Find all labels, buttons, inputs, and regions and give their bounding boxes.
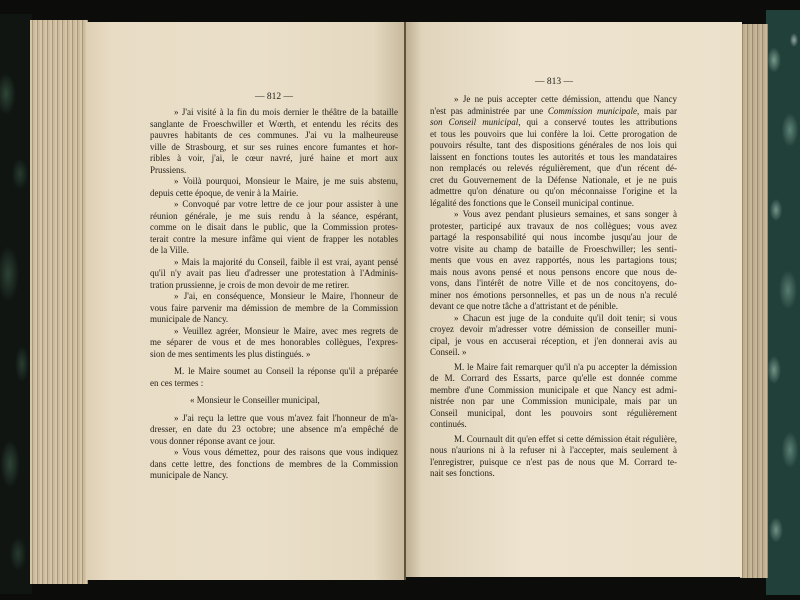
text-line: » J'ai reçu la lettre que vous m'avez fait l'honneur de m'a- — [174, 412, 398, 423]
text-line: municipale de Nancy. — [150, 470, 229, 480]
text-line: partagé la responsabilité qui nous incombe jusqu'au jour de — [430, 232, 677, 242]
paragraph — [150, 366, 398, 389]
text-line: ments que vous en avez rapportés, nous les partagions tous; — [430, 255, 677, 265]
text-line: terait contre la mesure infâme qui vient de frapper les notables — [150, 233, 398, 244]
text-line: dans cette lettre, des fonctions de membres de la Commission — [150, 458, 398, 469]
text-line: en ces termes : — [150, 377, 204, 388]
text-run: , mais par — [636, 105, 677, 116]
paragraph — [430, 362, 677, 431]
text-line: » J'ai, en conséquence, Monsieur le Maire, l'honneur de — [174, 291, 398, 301]
text-line: réunion générale, je me suis rendu à la séance, espérant, — [150, 210, 398, 221]
text-line: vous donner réponse avant ce jour. — [150, 435, 275, 446]
text-line: comme on le disait dans le public, que la Commission protes- — [150, 222, 398, 232]
text-line: croyez devoir m'adresser votre démission de conseiller muni- — [430, 324, 677, 334]
paragraph — [150, 326, 398, 361]
left-marbled-cover-edge — [0, 14, 32, 594]
text-line — [430, 106, 677, 118]
left-page-text — [150, 107, 398, 482]
text-line: pouvoirs résulte, tant des dispositions générales de nos lois qui — [430, 140, 677, 150]
text-line: l'enregistrer, puisque ce n'est pas de nous que M. Corrard te- — [430, 456, 677, 467]
text-line: devant ce que notre tâche a d'attristant et de pénible. — [430, 301, 619, 311]
text-run: n'est pas administrée par une — [430, 105, 548, 116]
text-line: qu'il n'y avait pas lieu d'adresser une protestation à l'Adminis- — [150, 268, 398, 278]
text-line: pauvres habitants de ces communes. J'ai vu la malheureuse — [150, 130, 398, 140]
page-number: — 813 — — [535, 77, 573, 87]
text-line: membre d'une Commission municipale et que Nancy est admi- — [430, 384, 677, 395]
italic-text: Commission municipale — [547, 105, 637, 116]
text-line: tration prussienne, je crois de mon devoir de me retirer. — [150, 279, 350, 290]
text-line: nait ses fonctions. — [430, 468, 495, 478]
text-line: ville de Strasbourg, et sur ses ruines encore fumantes et hor- — [150, 141, 398, 152]
paragraph — [150, 395, 398, 407]
text-line: M. le Maire soumet au Conseil la réponse qu'il a préparée — [174, 366, 398, 376]
text-line: laissent en fonctions toutes les autorités et tous les mandataires — [430, 151, 677, 162]
text-line: depuis cette époque, de venir à la Mairie. — [150, 187, 299, 198]
text-line: M. Cournault dit qu'en effet si cette démission était régulière, — [454, 433, 677, 444]
text-line: votre visite au champ de bataille de Froeschwiller; les senti- — [430, 243, 677, 254]
text-line: mais nous avons pensé et nous pensons encore que nous de- — [430, 266, 677, 277]
paragraph — [150, 257, 398, 292]
text-line: miner nos émotions personnelles, et pas un de nous n'a reculé — [430, 289, 677, 300]
paragraph — [150, 291, 398, 326]
left-page-stack-edges — [30, 20, 88, 584]
text-line: non remplacés ou relevés régulièrement, que d'un récent dé- — [430, 163, 677, 173]
text-line: » Vous vous démettez, pour des raisons que vous indiquez — [174, 447, 398, 457]
text-line: ribles à voir, j'ai, le cœur navré, juré haine et mort aux — [150, 153, 398, 163]
paragraph — [430, 313, 677, 359]
text-line: vous faire parvenir ma démission de membre de la Commission — [150, 302, 398, 313]
text-line: et tous les pouvoirs que lui confère la loi. Cette prorogation de — [430, 128, 677, 139]
page-number: — 812 — — [255, 92, 293, 102]
text-line: nous n'aurions ni à la refuser ni à l'accepter, mais seulement à — [430, 445, 677, 455]
right-marbled-cover-edge — [766, 10, 800, 595]
text-line — [430, 117, 677, 129]
paragraph — [150, 176, 398, 199]
text-line: me séparer de vous et de mes honorables collègues, l'expres- — [150, 337, 398, 347]
text-line: de M. Corrard des Essarts, parce qu'elle est donnée comme — [430, 373, 677, 383]
text-line: « Monsieur le Conseiller municipal, — [190, 395, 320, 405]
text-line: cipal, je vous en accuserai réception, et j'en donnerai avis au — [430, 335, 677, 346]
text-line: » Convoqué par votre lettre de ce jour pour assister à une — [174, 199, 398, 209]
paragraph — [430, 209, 677, 313]
text-line: admettre qu'on dénature ou qu'on méconnaisse l'origine et la — [430, 186, 677, 196]
text-line: de la Ville. — [150, 245, 190, 255]
text-line: » Voilà pourquoi, Monsieur le Maire, je me suis abstenu, — [174, 176, 398, 186]
italic-text: son Conseil municipal — [430, 117, 519, 127]
text-line: Conseil. » — [430, 347, 467, 357]
right-page-text — [430, 94, 677, 480]
text-line: » Je ne puis accepter cette démission, attendu que Nancy — [454, 94, 677, 104]
text-line: légalité des fonctions que le Conseil municipal continue. — [430, 197, 634, 208]
text-line: » Mais la majorité du Conseil, faible il est vrai, ayant pensé — [174, 256, 398, 267]
text-line: » J'ai visité à la fin du mois dernier le théâtre de la bataille — [174, 107, 398, 117]
text-line: » Vous avez pendant plusieurs semaines, et sans songer à — [454, 209, 677, 219]
text-line: Conseil municipal, dont les pouvoirs sont régulièrement — [430, 407, 677, 418]
text-run: , qui a conservé toutes les attributions — [518, 117, 677, 127]
text-line: sanglante de Froeschwiller et Wœrth, et entendu les récits des — [150, 118, 398, 129]
right-page-stack-edges — [740, 24, 768, 578]
text-line: M. le Maire fait remarquer qu'il n'a pu accepter la démission — [454, 361, 677, 372]
paragraph — [150, 107, 398, 176]
book-gutter — [404, 22, 406, 580]
paragraph — [150, 447, 398, 482]
text-line: municipale de Nancy. — [150, 314, 229, 324]
paragraph — [150, 199, 398, 257]
text-line: protester, participé aux travaux de nos collègues; vous avez — [430, 220, 677, 231]
paragraph — [430, 94, 677, 209]
text-line: sion de mes sentiments les plus distingués. » — [150, 348, 311, 359]
text-line: » Veuillez agréer, Monsieur le Maire, avec mes regrets de — [174, 325, 398, 336]
paragraph — [150, 413, 398, 448]
text-line: continués. — [430, 419, 467, 429]
paragraph — [430, 434, 677, 480]
text-line: dresser, en date du 23 octobre; une absence m'a empêché de — [150, 424, 398, 434]
text-line: Prussiens. — [150, 164, 187, 175]
text-line: nistrée non par une Commission municipale, mais par un — [430, 396, 677, 406]
text-line: cret du Gouvernement de la Défense Nationale, et je ne puis — [430, 174, 677, 185]
text-line: » Chacun est juge de la conduite qu'il doit tenir; si vous — [454, 312, 677, 323]
text-line: vons, dans l'intérêt de notre Ville et de nos concitoyens, do- — [430, 278, 677, 288]
